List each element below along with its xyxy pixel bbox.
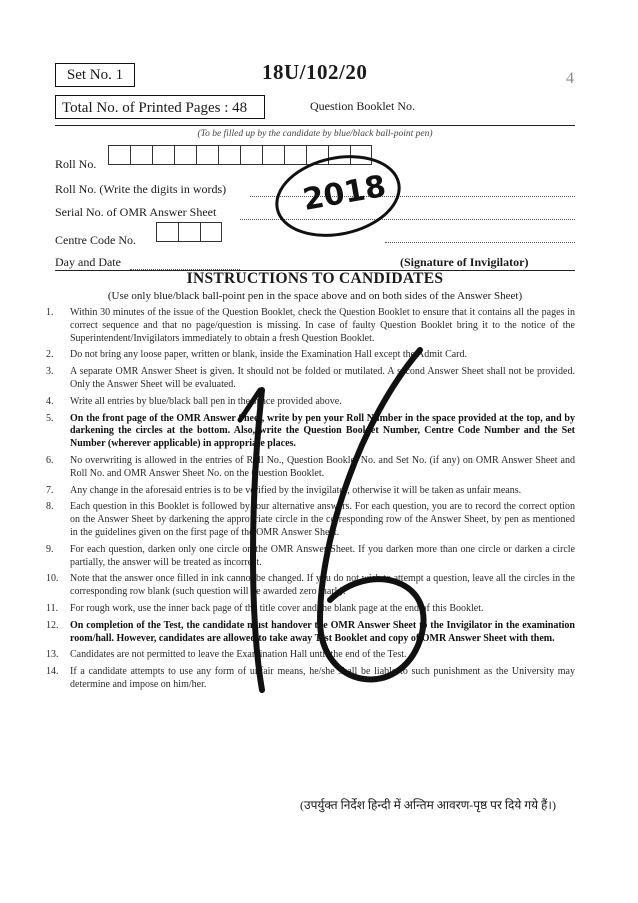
instruction-item (46, 349, 575, 362)
instruction-number: 13. (46, 649, 59, 661)
instruction-item (46, 603, 575, 616)
instruction-item (46, 485, 575, 498)
instruction-text: On completion of the Test, the candidate must handover the OMR Answer Sheet to the Invigilator in the examination room/hall. However, candidates are allowed to take away Test Booklet and copy of OMR Answer Sheet with them. (70, 619, 575, 644)
centre-code-label: Centre Code No. (55, 233, 136, 247)
instruction-text: No overwriting is allowed in the entries of Roll No., Question Booklet No. and Set No. (if any) on OMR Answer Sheet and Roll No. and OMR Answer Sheet No. on the Question Booklet. (70, 454, 575, 479)
instruction-item (46, 501, 575, 539)
roll-no-words-label: Roll No. (Write the digits in words) (55, 182, 227, 196)
instruction-number: 11. (46, 602, 59, 614)
instruction-text: Each question in this Booklet is followed by four alternative answers. For each question, you are to record the correct option on the Answer Sheet by darkening the appropriate circle in the corresponding row of the Answer Sheet, by pen as mentioned in the guidelines given on the first page of the OMR Answer Sheet. (70, 501, 575, 538)
instruction-number: 10. (46, 573, 59, 585)
set-number: Set No. 1 (55, 63, 135, 87)
instruction-text: Any change in the aforesaid entries is to be verified by the invigilator, otherwise it will be taken as unfair means. (70, 484, 522, 496)
instruction-text: Do not bring any loose paper, written or blank, inside the Examination Hall except the Admit Card. (70, 349, 468, 361)
instruction-number: 7. (46, 484, 54, 496)
instruction-item (46, 649, 575, 662)
omr-serial-label: Serial No. of OMR Answer Sheet (55, 205, 217, 219)
instruction-item (46, 366, 575, 392)
hindi-footer: (उपर्युक्त निर्देश हिन्दी में अन्तिम आवरण-पृष्ठ पर दिये गये हैं।) (300, 798, 556, 812)
instruction-number: 1. (46, 307, 54, 318)
instruction-item (46, 396, 575, 409)
handwritten-year: 2018 (300, 168, 389, 218)
instruction-text: A separate OMR Answer Sheet is given. It should not be folded or mutilated. A second Answer Sheet shall not be provided. Only the Answer Sheet will be evaluated. (70, 366, 575, 390)
handwritten-number: 16 (0, 0, 1, 1)
instruction-item (46, 455, 575, 481)
instructions-intro: (Use only blue/black ball-point pen in the space above and on both sides of the Answer Sheet) (107, 290, 523, 302)
total-pages: Total No. of Printed Pages : 48 (55, 95, 265, 119)
instruction-number: 4. (46, 395, 54, 407)
instruction-text: If a candidate attempts to use any form of unfair means, he/she shall be liable to such punishment as the University may determine and impose on him/her. (70, 666, 575, 690)
divider (55, 125, 575, 126)
instruction-item (46, 413, 575, 451)
instruction-text: Candidates are not permitted to leave the Examination Hall until the end of the Test. (70, 649, 407, 661)
paper-code: 18U/102/20 (262, 60, 368, 84)
roll-no-boxes[interactable] (108, 145, 372, 165)
question-booklet-label: Question Booklet No. (310, 99, 415, 113)
roll-no-words-field[interactable] (250, 186, 575, 197)
instruction-text: For each question, darken only one circle on the OMR Answer Sheet. If you darken more than one circle or darken a circle partially, the answer will be treated as incorrect. (70, 543, 575, 568)
instruction-text: Note that the answer once filled in ink cannot be changed. If you do not wish to attempt a question, leave all the circles in the corresponding row blank (such question will be awarded zero mark). (70, 573, 575, 598)
instruction-number: 14. (46, 666, 59, 678)
centre-code-boxes[interactable] (156, 222, 222, 242)
signature-label: (Signature of Invigilator) (400, 255, 529, 269)
instruction-number: 3. (46, 366, 54, 378)
corner-note: 4 (566, 70, 576, 87)
day-date-field[interactable] (130, 259, 240, 270)
instruction-number: 6. (46, 454, 54, 466)
omr-serial-field[interactable] (240, 209, 575, 220)
instruction-text: Within 30 minutes of the issue of the Question Booklet, check the Question Booklet to ensure that it contains all the pages in correct sequence and that no page/question is missing. In case of faulty Question Booklet bring it to the notice of the Superintendent/Invigilators immediately to obtain a fresh Question Booklet. (70, 307, 575, 344)
instruction-number: 2. (46, 349, 54, 361)
instruction-number: 8. (46, 501, 54, 513)
instructions-list (46, 307, 575, 696)
instructions-title: INSTRUCTIONS TO CANDIDATES (186, 270, 444, 287)
roll-no-label: Roll No. (55, 157, 97, 171)
instruction-item (46, 666, 575, 692)
instruction-number: 12. (46, 619, 59, 631)
instruction-number: 5. (46, 412, 54, 424)
invigilator-sign-field[interactable] (385, 232, 575, 243)
instruction-item (46, 620, 575, 646)
instruction-number: 9. (46, 543, 54, 555)
instruction-text: On the front page of the OMR Answer Sheet, write by pen your Roll Number in the space provided at the top, and by darkening the circles at the bottom. Also, write the Question Booklet Number, Centre Code Number and the Set Number (wherever applicable) in appropriate places. (70, 412, 575, 450)
instruction-item (46, 544, 575, 570)
instruction-text: For rough work, use the inner back page of the title cover and the blank page at the end of this Booklet. (70, 602, 484, 614)
instruction-item (46, 573, 575, 599)
day-date-label: Day and Date (55, 255, 121, 269)
instruction-text: Write all entries by blue/black ball pen in the space provided above. (70, 395, 342, 407)
instruction-item (46, 307, 575, 345)
filled-note: (To be filled up by the candidate by blue/black ball-point pen) (197, 129, 433, 139)
